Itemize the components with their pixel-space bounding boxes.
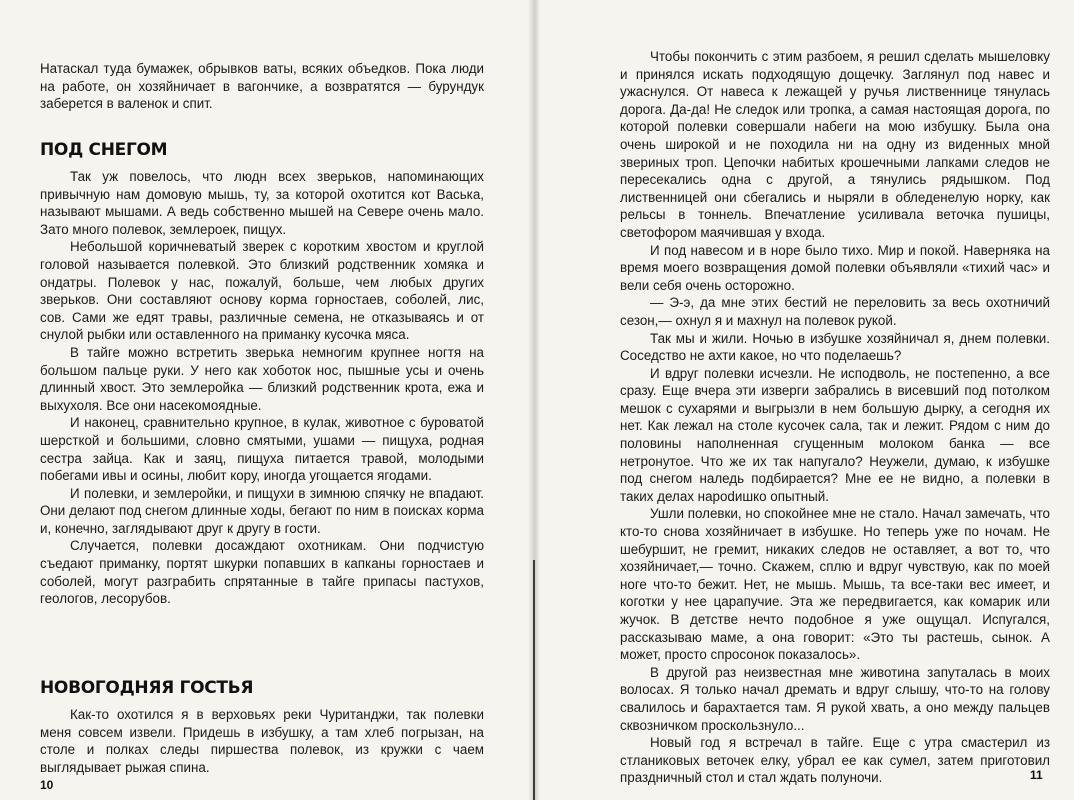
paragraph: В тайге можно встретить зверька немногим крупнее ногтя на большом пальце руки. У него как хоботок нос, пышные усы и очень длинный хвост. Это землеройка — близкий родственник крота, ежа и выхухоля. Все они насекомоядные. xyxy=(40,344,484,413)
section-heading: ПОД СНЕГОМ xyxy=(40,140,168,160)
section-pod-snegom-body xyxy=(40,168,484,608)
gutter-shadow-line xyxy=(533,560,535,800)
paragraph: Небольшой коричневатый зверек с коротким хвостом и круглой головой называется полевкой. Это близкий родственник хомяка и ондатры. Полевок у нас, пожалуй, больше, чем любых других зверьков. Они составляют основу корма горностаев, соболей, лис, сов. Сами же едят травы, различные семена, не отказываясь и от снулой рыбки или оставленного на приманку кусочка мяса. xyxy=(40,239,484,343)
section-novogodnyaya-gostya xyxy=(40,678,484,698)
paragraph: Чтобы покончить с этим разбоем, я решил сделать мышеловку и принялся искать подходящую дощечку. Заглянул под навес и ужаснулся. От навеса к лежащей у ручья лиственнице тянулась дорога. Да-да! Не следок или тропка, а самая настоящая дорога, по которой полевки совершали набеги на мою избушку. Была она очень широкой и не походила ни на одну из виденных мной звериных троп. Цепочки набитых крошечными лапками следов не пересекались одна с другой, а тянулись рядышком. Под лиственницей они сбегались и ныряли в обледенелую норку, как рельсы в тоннель. Впечатление усиливала веточка пушицы, светофором маячившая у входа. xyxy=(620,49,1050,240)
section-novogodnyaya-gostya-body xyxy=(40,706,484,776)
paragraph: И полевки, и землеройки, и пищухи в зимнюю спячку не впадают. Они делают под снегом длинные ходы, бегают по ним в поисках корма и, конечно, заглядывают друг к другу в гости. xyxy=(40,485,484,536)
left-page xyxy=(0,0,532,800)
paragraph: В другой раз неизвестная мне животина запуталась в моих волосах. Я только начал дремать и вдруг слышу, что-то на голову свалилось и барахтается там. Я рукой хвать, а оно между пальцев сквозничком проскользнуло... xyxy=(620,664,1050,733)
paragraph: Как-то охотился я в верховьях реки Чуританджи, так полевки меня совсем извели. Придешь в избушку, а там хлеб погрызан, на столе и полках следы пиршества полевок, из кружки с чаем выглядывает рыжая спина. xyxy=(40,707,484,775)
right-page xyxy=(540,0,1074,800)
right-text xyxy=(620,48,1050,787)
paragraph: И вдруг полевки исчезли. Не исподволь, не постепенно, а все сразу. Еще вчера эти изверги забрались в висевший под потолком мешок с сухарями и выгрызли в нем большую дырку, а сегодня их нет. Как лежал на столе кусочек сала, так и лежит. Рядом с ним до половины наполненная сгущенным молоком банка — все нетронутое. Что же их так напугало? Неужели, думаю, к избушке под снегом наледь подбирается? Мне ее не видно, а полевки в таких делах нарodишко опытный. xyxy=(620,365,1050,504)
paragraph: И под навесом и в норе было тихо. Мир и покой. Наверняка на время моего возвращения домой полевки объявляли «тихий час» и вели себя очень осторожно. xyxy=(620,242,1050,293)
paragraph: И наконец, сравнительно крупное, в кулак, животное с буроватой шерсткой и большими, словно смятыми, ушами — пищуха, родная сестра зайца. Как и заяц, пищуха питается травой, молодыми побегами ивы и осины, любит кору, иногда угощается ягодами. xyxy=(40,415,484,484)
left-intro xyxy=(40,60,484,113)
page-number: 11 xyxy=(1030,768,1043,782)
paragraph: Случается, полевки досаждают охотникам. Они подчистую съедают приманку, портят шкурки попавших в капканы горностаев и соболей, могут разграбить спрятанные в тайге припасы пастухов, геологов, лесорубов. xyxy=(40,538,484,607)
section-pod-snegom xyxy=(40,140,484,160)
paragraph: Ушли полевки, но спокойнее мне не стало. Начал замечать, что кто-то снова хозяйничает в избушке. Но теперь уже по ночам. Не шебуршит, не гремит, никаких следов не оставляет, а вот то, что хозяйничает,— точно. Скажем, сплю и вдруг чувствую, как по моей ноге что-то бежит. Нет, не мышь. Мышь, та все-таки вес имеет, и коготки у нее царапучие. Эта же передвигается, как комарик или жучок. В детстве нечто подобное я уже ощущал. Испугался, рассказываю маме, а она говорит: «Это ты растешь, сынок. А может, просто спросонок показалось». xyxy=(620,506,1050,663)
paragraph: Так уж повелось, что людн всех зверьков, напоминающих привычную нам домовую мышь, ту, за которой охотится кот Васька, называют мышами. А ведь собственно мышей на Севере очень мало. Зато много полевок, землероек, пищух. xyxy=(40,169,484,237)
paragraph: — Э-э, да мне этих бестий не переловить за весь охотничий сезон,— охнул я и махнул на полевок рукой. xyxy=(620,295,1050,328)
page-number: 10 xyxy=(40,778,54,792)
paragraph: Так мы и жили. Ночью в избушке хозяйничал я, днем полевки. Соседство не ахти какое, но что поделаешь? xyxy=(620,330,1050,364)
intro-paragraph: Натаскал туда бумажек, обрывков ваты, всяких объедков. Пока люди на работе, он хозяйничает в вагончике, а возвратятся — бурундук заберется в валенок и спит. xyxy=(40,61,484,112)
paragraph: Новый год я встречал в тайге. Еще с утра смастерил из стланиковых веточек елку, убрал ее как сумел, затем приготовил праздничный стол и стал ждать полуночи. xyxy=(620,735,1050,786)
section-heading: НОВОГОДНЯЯ ГОСТЬЯ xyxy=(40,678,254,698)
